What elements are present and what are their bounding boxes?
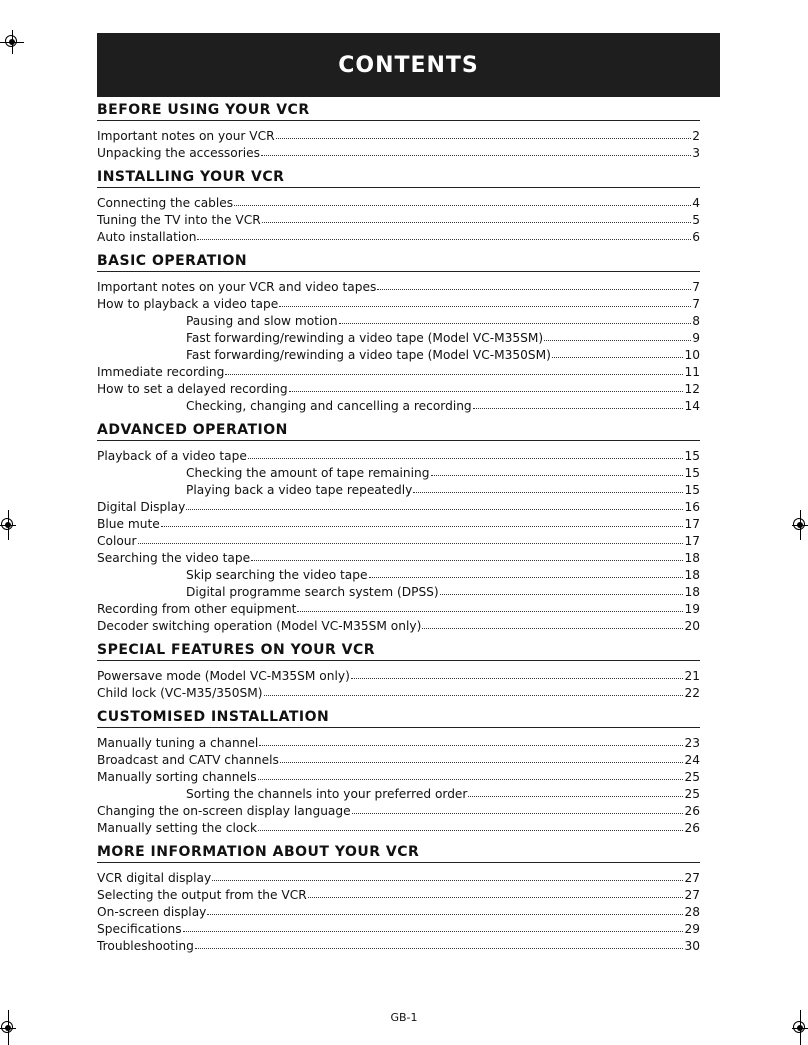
toc-entry bbox=[97, 921, 700, 938]
entry-page-number: 27 bbox=[684, 871, 700, 885]
toc-entry bbox=[97, 735, 700, 752]
dot-leader bbox=[377, 278, 691, 290]
entry-title: Skip searching the video tape bbox=[186, 568, 368, 582]
toc-subentry bbox=[97, 584, 700, 601]
entry-page-number: 16 bbox=[684, 500, 700, 514]
entry-page-number: 4 bbox=[692, 196, 700, 210]
entry-title: Sorting the channels into your preferred order bbox=[186, 787, 468, 801]
toc-section bbox=[97, 253, 700, 415]
entry-page-number: 21 bbox=[684, 669, 700, 683]
dot-leader bbox=[261, 144, 691, 156]
entry-title: Tuning the TV into the VCR bbox=[97, 213, 261, 227]
dot-leader bbox=[161, 515, 684, 527]
dot-leader bbox=[251, 549, 683, 561]
entry-page-number: 3 bbox=[692, 146, 700, 160]
entry-page-number: 9 bbox=[692, 331, 700, 345]
entry-title: How to playback a video tape bbox=[97, 297, 279, 311]
page-title: CONTENTS bbox=[338, 52, 479, 78]
entry-title: Blue mute bbox=[97, 517, 160, 531]
toc-entry bbox=[97, 550, 700, 567]
toc-entry bbox=[97, 904, 700, 921]
entry-title: Powersave mode (Model VC-M35SM only) bbox=[97, 669, 350, 683]
dot-leader bbox=[234, 194, 691, 206]
dot-leader bbox=[212, 869, 683, 881]
toc-subentry bbox=[97, 465, 700, 482]
entry-page-number: 8 bbox=[692, 314, 700, 328]
toc-entry bbox=[97, 229, 700, 246]
entry-page-number: 15 bbox=[684, 466, 700, 480]
entry-page-number: 25 bbox=[684, 787, 700, 801]
entry-page-number: 7 bbox=[692, 280, 700, 294]
entry-title: Digital Display bbox=[97, 500, 186, 514]
dot-leader bbox=[225, 363, 683, 375]
dot-leader bbox=[207, 903, 683, 915]
dot-leader bbox=[183, 920, 684, 932]
entry-page-number: 17 bbox=[684, 534, 700, 548]
toc-section bbox=[97, 844, 700, 955]
entry-title: Immediate recording bbox=[97, 365, 225, 379]
toc-subentry bbox=[97, 347, 700, 364]
entry-title: Auto installation bbox=[97, 230, 197, 244]
toc-entry bbox=[97, 601, 700, 618]
dot-leader bbox=[280, 751, 684, 763]
table-of-contents bbox=[97, 102, 700, 962]
entry-title: On-screen display bbox=[97, 905, 207, 919]
toc-entry bbox=[97, 381, 700, 398]
entry-page-number: 28 bbox=[684, 905, 700, 919]
toc-section bbox=[97, 642, 700, 702]
toc-section bbox=[97, 169, 700, 246]
registration-mark-top-left bbox=[0, 30, 24, 54]
registration-mark-mid-right bbox=[792, 510, 808, 540]
entry-page-number: 24 bbox=[684, 753, 700, 767]
entry-title: Recording from other equipment bbox=[97, 602, 297, 616]
toc-entry bbox=[97, 685, 700, 702]
toc-entry bbox=[97, 769, 700, 786]
entry-title: Changing the on-screen display language bbox=[97, 804, 351, 818]
entry-title: Pausing and slow motion bbox=[186, 314, 338, 328]
dot-leader bbox=[339, 312, 692, 324]
section-heading: BEFORE USING YOUR VCR bbox=[97, 102, 700, 121]
toc-entry bbox=[97, 618, 700, 635]
toc-entry bbox=[97, 296, 700, 313]
entry-title: Playing back a video tape repeatedly bbox=[186, 483, 413, 497]
dot-leader bbox=[264, 684, 684, 696]
toc-entry bbox=[97, 195, 700, 212]
toc-entry bbox=[97, 803, 700, 820]
toc-entry bbox=[97, 516, 700, 533]
toc-subentry bbox=[97, 567, 700, 584]
dot-leader bbox=[440, 583, 684, 595]
toc-entry bbox=[97, 870, 700, 887]
toc-section bbox=[97, 709, 700, 837]
toc-subentry bbox=[97, 330, 700, 347]
entry-page-number: 26 bbox=[684, 804, 700, 818]
section-heading: BASIC OPERATION bbox=[97, 253, 700, 272]
entry-page-number: 20 bbox=[684, 619, 700, 633]
entry-title: Connecting the cables bbox=[97, 196, 234, 210]
entry-title: Broadcast and CATV channels bbox=[97, 753, 279, 767]
dot-leader bbox=[468, 785, 683, 797]
entry-page-number: 22 bbox=[684, 686, 700, 700]
toc-entry bbox=[97, 752, 700, 769]
entry-title: Important notes on your VCR and video tapes bbox=[97, 280, 377, 294]
entry-title: VCR digital display bbox=[97, 871, 212, 885]
toc-entry bbox=[97, 533, 700, 550]
entry-page-number: 29 bbox=[684, 922, 700, 936]
dot-leader bbox=[138, 532, 684, 544]
contents-title-bar bbox=[97, 33, 720, 97]
entry-page-number: 30 bbox=[684, 939, 700, 953]
entry-page-number: 6 bbox=[692, 230, 700, 244]
entry-page-number: 27 bbox=[684, 888, 700, 902]
dot-leader bbox=[195, 937, 684, 949]
toc-entry bbox=[97, 499, 700, 516]
dot-leader bbox=[352, 802, 684, 814]
entry-page-number: 25 bbox=[684, 770, 700, 784]
toc-subentry bbox=[97, 482, 700, 499]
toc-entry bbox=[97, 364, 700, 381]
dot-leader bbox=[431, 464, 684, 476]
toc-subentry bbox=[97, 313, 700, 330]
toc-entry bbox=[97, 145, 700, 162]
entry-page-number: 15 bbox=[684, 449, 700, 463]
dot-leader bbox=[351, 667, 684, 679]
entry-title: Selecting the output from the VCR bbox=[97, 888, 307, 902]
dot-leader bbox=[248, 447, 684, 459]
section-heading: ADVANCED OPERATION bbox=[97, 422, 700, 441]
dot-leader bbox=[552, 346, 684, 358]
dot-leader bbox=[308, 886, 684, 898]
dot-leader bbox=[262, 211, 692, 223]
entry-title: Manually sorting channels bbox=[97, 770, 257, 784]
entry-title: Unpacking the accessories bbox=[97, 146, 260, 160]
dot-leader bbox=[369, 566, 684, 578]
toc-entry bbox=[97, 668, 700, 685]
dot-leader bbox=[259, 734, 683, 746]
entry-page-number: 15 bbox=[684, 483, 700, 497]
entry-title: Troubleshooting bbox=[97, 939, 194, 953]
dot-leader bbox=[544, 329, 691, 341]
entry-title: Decoder switching operation (Model VC-M35SM only) bbox=[97, 619, 422, 633]
section-heading: SPECIAL FEATURES ON YOUR VCR bbox=[97, 642, 700, 661]
entry-title: Child lock (VC-M35/350SM) bbox=[97, 686, 263, 700]
toc-entry bbox=[97, 212, 700, 229]
registration-mark-mid-left bbox=[0, 510, 16, 540]
entry-title: Fast forwarding/rewinding a video tape (Model VC-M350SM) bbox=[186, 348, 551, 362]
dot-leader bbox=[422, 617, 683, 629]
entry-title: Searching the video tape bbox=[97, 551, 251, 565]
section-heading: MORE INFORMATION ABOUT YOUR VCR bbox=[97, 844, 700, 863]
toc-entry bbox=[97, 887, 700, 904]
entry-title: How to set a delayed recording bbox=[97, 382, 288, 396]
dot-leader bbox=[297, 600, 683, 612]
toc-subentry bbox=[97, 786, 700, 803]
entry-page-number: 11 bbox=[684, 365, 700, 379]
entry-page-number: 26 bbox=[684, 821, 700, 835]
entry-title: Specifications bbox=[97, 922, 182, 936]
dot-leader bbox=[258, 768, 684, 780]
toc-entry bbox=[97, 820, 700, 837]
toc-section bbox=[97, 102, 700, 162]
entry-page-number: 18 bbox=[684, 585, 700, 599]
dot-leader bbox=[276, 127, 692, 139]
toc-entry bbox=[97, 448, 700, 465]
entry-title: Checking the amount of tape remaining bbox=[186, 466, 430, 480]
entry-title: Important notes on your VCR bbox=[97, 129, 275, 143]
entry-page-number: 7 bbox=[692, 297, 700, 311]
entry-title: Checking, changing and cancelling a recording bbox=[186, 399, 472, 413]
entry-page-number: 17 bbox=[684, 517, 700, 531]
dot-leader bbox=[473, 397, 684, 409]
entry-title: Manually setting the clock bbox=[97, 821, 258, 835]
entry-title: Playback of a video tape bbox=[97, 449, 247, 463]
section-heading: CUSTOMISED INSTALLATION bbox=[97, 709, 700, 728]
entry-title: Manually tuning a channel bbox=[97, 736, 259, 750]
section-heading: INSTALLING YOUR VCR bbox=[97, 169, 700, 188]
entry-page-number: 14 bbox=[684, 399, 700, 413]
entry-title: Fast forwarding/rewinding a video tape (Model VC-M35SM) bbox=[186, 331, 544, 345]
toc-entry bbox=[97, 279, 700, 296]
entry-page-number: 5 bbox=[692, 213, 700, 227]
toc-subentry bbox=[97, 398, 700, 415]
entry-page-number: 18 bbox=[684, 551, 700, 565]
entry-page-number: 23 bbox=[684, 736, 700, 750]
dot-leader bbox=[413, 481, 683, 493]
entry-page-number: 10 bbox=[684, 348, 700, 362]
dot-leader bbox=[186, 498, 683, 510]
toc-entry bbox=[97, 128, 700, 145]
entry-title: Colour bbox=[97, 534, 137, 548]
dot-leader bbox=[258, 819, 683, 831]
dot-leader bbox=[197, 228, 691, 240]
toc-section bbox=[97, 422, 700, 635]
entry-page-number: 12 bbox=[684, 382, 700, 396]
toc-entry bbox=[97, 938, 700, 955]
dot-leader bbox=[289, 380, 684, 392]
entry-page-number: 19 bbox=[684, 602, 700, 616]
page-number-footer: GB-1 bbox=[390, 1011, 418, 1024]
entry-page-number: 2 bbox=[692, 129, 700, 143]
entry-title: Digital programme search system (DPSS) bbox=[186, 585, 439, 599]
entry-page-number: 18 bbox=[684, 568, 700, 582]
dot-leader bbox=[279, 295, 691, 307]
